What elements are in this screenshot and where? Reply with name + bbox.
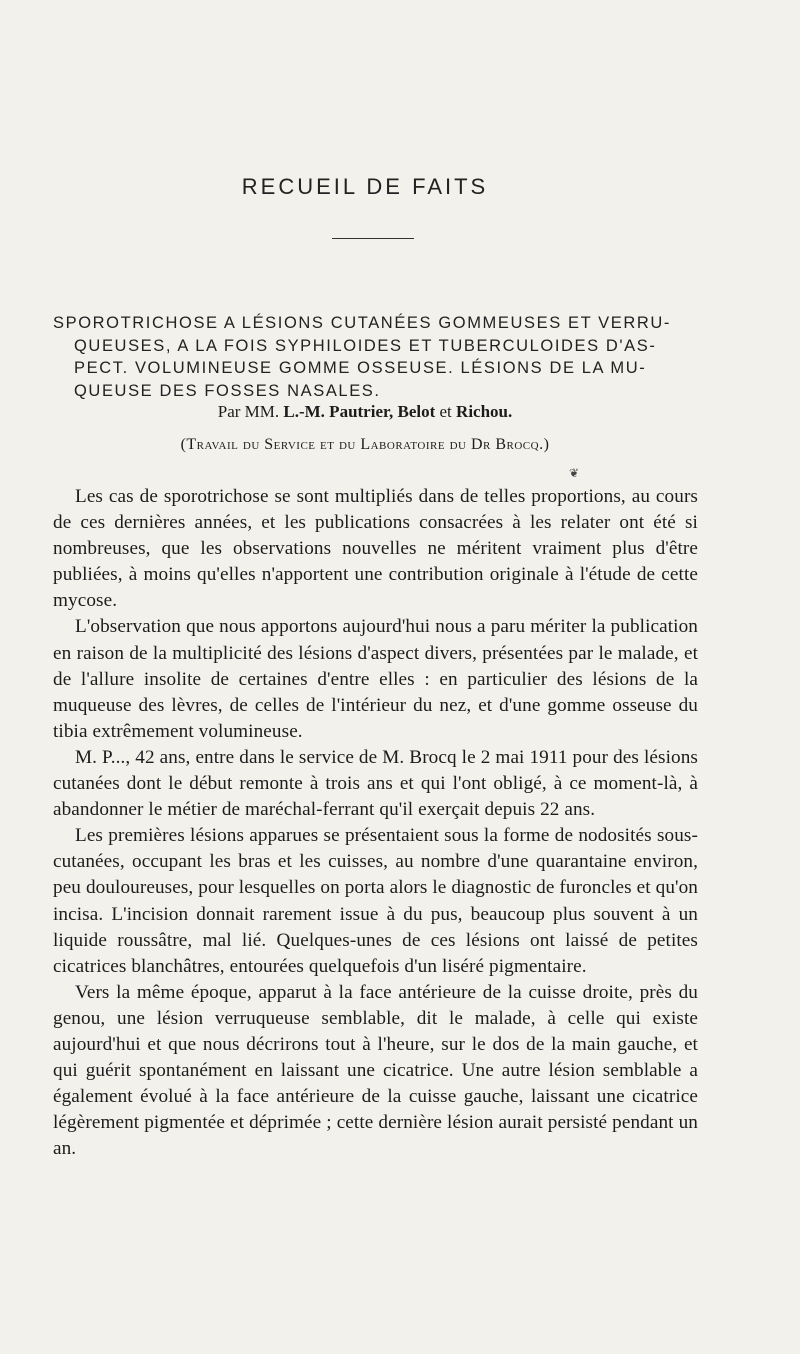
paragraph: L'observation que nous apportons aujourd'hui nous a paru mériter la publication en raison de la multiplicité des lésions d'aspect divers, présentées par le malade, et de l'allure insolite de certaines d'entre elles : en particulier des lésions de la muqueuse des lèvres, de celles de l'intérieur du nez, et d'une gomme osseuse du tibia extrêmement volumineuse.	[53, 616, 698, 742]
title-divider	[332, 238, 414, 239]
affiliation: (Travail du Service et du Laboratoire du Dr Brocq.)	[180, 436, 550, 453]
article-title-line: SPOROTRICHOSE A LÉSIONS CUTANÉES GOMMEUSES ET VERRU-	[53, 314, 672, 332]
byline-prefix: Par MM.	[217, 402, 280, 421]
byline	[0, 402, 730, 422]
article-title-line: PECT. VOLUMINEUSE GOMME OSSEUSE. LÉSIONS DE LA MU-	[74, 359, 647, 377]
paragraph: Les premières lésions apparues se présentaient sous la forme de nodosités sous-cutanées, occupant les bras et les cuisses, au nombre d'une quarantaine environ, peu douloureuses, pour lesquelles on porta alors le diagnostic de furoncles et qu'on incisa. L'incision donnait rarement issue à du pus, beaucoup plus souvent à un liquide roussâtre, mal lié. Quelques-unes de ces lésions ont laissé de petites cicatrices blanchâtres, entourées quelquefois d'un liséré pigmentaire.	[53, 825, 698, 977]
paragraph: M. P..., 42 ans, entre dans le service de M. Brocq le 2 mai 1911 pour des lésions cutanées dont le début remonte à trois ans et qui l'ont obligé, à ce moment-là, à abandonner le métier de maréchal-ferrant qu'il exerçait depuis 22 ans.	[53, 746, 698, 821]
article-title-line: QUEUSE DES FOSSES NASALES.	[74, 381, 381, 400]
section-title: RECUEIL DE FAITS	[241, 174, 489, 199]
article-body	[53, 484, 698, 1162]
authors: L.-M. Pautrier, Belot	[283, 402, 436, 421]
article-title	[53, 312, 693, 402]
authors-conjunction: et	[439, 402, 452, 421]
article-title-line: QUEUSES, A LA FOIS SYPHILOIDES ET TUBERCULOIDES D'AS-	[74, 336, 657, 355]
paragraph: Les cas de sporotrichose se sont multipliés dans de telles proportions, au cours de ces dernières années, et les publications consacrées à les relater ont été si nombreuses, que les observations nouvelles ne méritent vraiment plus d'être publiées, à moins qu'elles n'apportent une contribution originale à l'étude de cette mycose.	[53, 486, 698, 612]
ornament-icon: ❦	[569, 466, 580, 480]
paragraph: Vers la même époque, apparut à la face antérieure de la cuisse droite, près du genou, une lésion verruqueuse semblable, dit le malade, à celle qui existe aujourd'hui et que nous décrirons tout à l'heure, sur le dos de la main gauche, et qui guérit spontanément en laissant une cicatrice. Une autre lésion semblable a également évolué à la face antérieure de la cuisse gauche, laissant une cicatrice légèrement pigmentée et déprimée ; cette dernière lésion aurait persisté pendant un an.	[53, 981, 698, 1160]
author-last: Richou.	[456, 402, 513, 421]
